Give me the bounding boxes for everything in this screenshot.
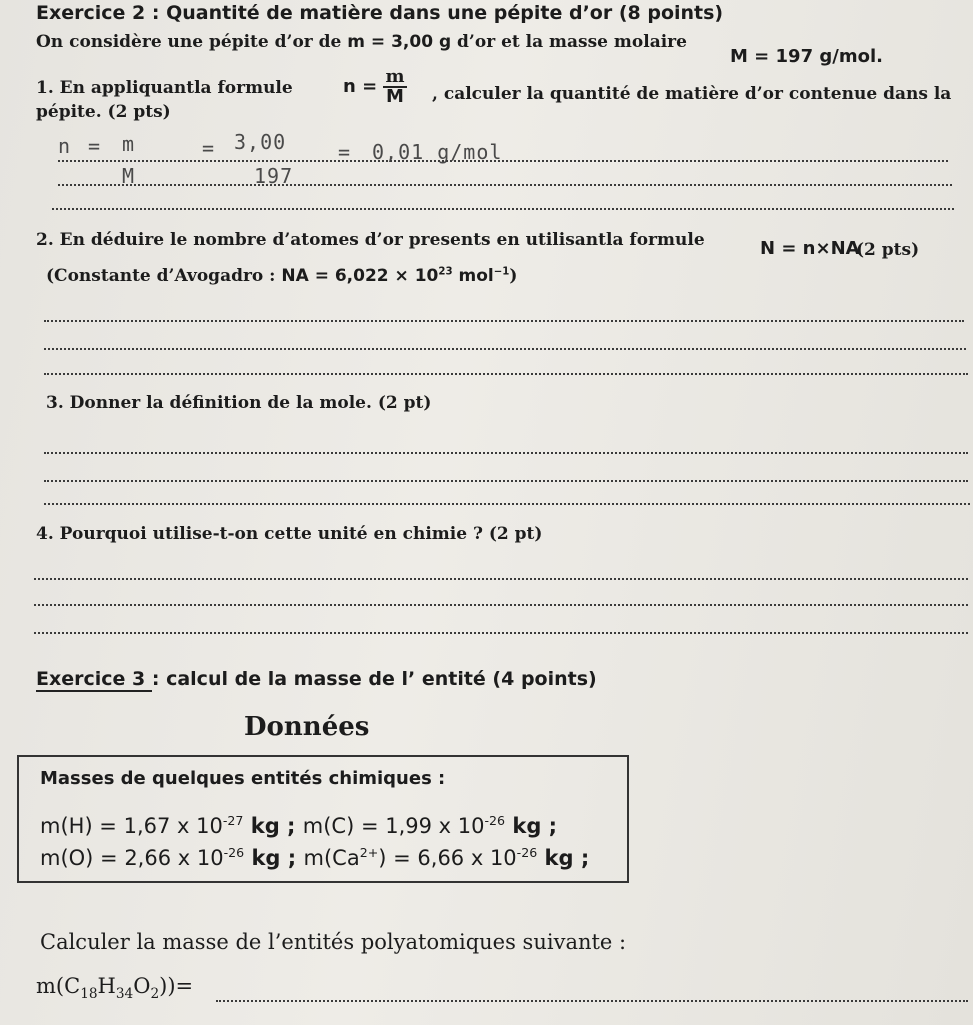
q1-answer-eq1: =	[88, 134, 102, 158]
formula-hydrogen-count: 34	[115, 986, 134, 1003]
calc-instruction: Calculer la masse de l’entités polyatomiques suivante :	[40, 930, 627, 954]
question-4	[36, 524, 542, 544]
q3-answer-line-1	[44, 452, 968, 454]
avogadro-label: (Constante d’Avogadro :	[46, 266, 282, 286]
formula-pre: m(C	[36, 974, 81, 998]
mass-calcium-ion-exponent: -26	[516, 845, 538, 860]
exercise-3-title	[36, 668, 597, 690]
q1-answer-line-2	[58, 184, 952, 186]
q1-answer-result: 0,01 g/mol	[372, 140, 503, 164]
intro-mass: m = 3,00 g	[347, 32, 452, 52]
q3-answer-line-2	[44, 480, 968, 482]
mass-calcium-ion-unit: kg ;	[537, 846, 590, 870]
q4-text: Pourquoi utilise-t-on cette unité en chimie ? (2 pt)	[59, 524, 543, 544]
mass-carbon-exponent: -26	[484, 813, 506, 828]
mass-calcium-ion: m(Ca	[303, 846, 360, 870]
q1-answer-eq2: =	[202, 136, 216, 160]
q1-answer-m: m	[122, 132, 136, 156]
q2-text: En déduire le nombre d’atomes d’or presents en utilisantla formule	[59, 230, 705, 250]
q1-text-b: , calculer la quantité de matière d’or contenue dans la	[432, 84, 952, 104]
avogadro-exponent: 23	[438, 266, 453, 278]
data-box-title: Masses de quelques entités chimiques :	[40, 768, 446, 789]
data-box-line-1	[40, 814, 557, 838]
q1-answer-molar-value: 197	[254, 164, 294, 188]
mass-hydrogen-unit: kg ;	[243, 814, 303, 838]
q3-answer-line-3	[44, 503, 970, 505]
mass-hydrogen-exponent: -27	[222, 813, 244, 828]
question-1	[36, 78, 293, 98]
q1-answer-line-1	[58, 160, 948, 162]
formula-carbon-count: 18	[80, 986, 98, 1003]
q2-answer-line-3	[44, 373, 968, 375]
q4-number: 4.	[36, 524, 54, 544]
q1-answer-line-3	[52, 208, 954, 210]
q1-formula-numerator: m	[385, 66, 405, 87]
mass-carbon: m(C) = 1,99 x 10	[302, 814, 485, 838]
q2-answer-line-2	[44, 348, 966, 350]
exercise-2-title: Exercice 2 : Quantité de matière dans une pépite d’or (8 points)	[36, 2, 724, 24]
q1-formula-fraction	[383, 68, 406, 106]
avogadro-unit-exponent: −1	[493, 266, 510, 278]
formula-post: ))=	[159, 974, 194, 998]
mass-oxygen: m(O) = 2,66 x 10	[40, 846, 224, 870]
intro-molar-mass: M = 197 g/mol.	[730, 46, 883, 67]
exercise-3-title-rest: : calcul de la masse de l’ entité (4 points)	[151, 668, 597, 690]
mass-carbon-unit: kg ;	[505, 814, 558, 838]
q4-answer-line-2	[34, 604, 968, 606]
q1-formula-denominator: M	[386, 86, 404, 107]
q4-answer-line-3	[34, 632, 968, 634]
mass-hydrogen: m(H) = 1,67 x 10	[40, 814, 223, 838]
q2-formula: N = n×NA	[760, 238, 860, 259]
mass-oxygen-exponent: -26	[223, 845, 245, 860]
q1-answer-n: n	[58, 134, 72, 158]
exercise-3-title-label: Exercice 3	[36, 668, 152, 690]
avogadro-constant	[46, 266, 517, 286]
question-3	[46, 393, 431, 413]
question-2	[36, 230, 705, 250]
formula-o: O	[133, 974, 151, 998]
q1-formula-lhs: n =	[343, 76, 378, 97]
intro-text-a: On considère une pépite d’or de	[36, 32, 348, 52]
donnees-heading: Données	[244, 712, 370, 742]
q1-formula	[343, 68, 407, 106]
mass-calcium-ion-value: ) = 6,66 x 10	[378, 846, 517, 870]
q2-number: 2.	[36, 230, 54, 250]
exercise-2-intro	[36, 32, 687, 52]
avogadro-unit: mol	[452, 266, 494, 286]
q1-text-a: En appliquantla formule	[59, 78, 293, 98]
calcium-ion-charge: 2+	[359, 845, 379, 860]
q3-text: Donner la définition de la mole. (2 pt)	[69, 393, 432, 413]
formula-answer-line	[216, 1000, 968, 1002]
q1-number: 1.	[36, 78, 54, 98]
q1-answer-mass-value: 3,00	[234, 130, 287, 154]
q3-number: 3.	[46, 393, 64, 413]
avogadro-close: )	[509, 266, 518, 286]
avogadro-value: NA = 6,022 × 10	[281, 266, 439, 286]
q1-text-c: pépite. (2 pts)	[36, 102, 171, 122]
q1-answer-eq3: =	[338, 140, 352, 164]
q2-answer-line-1	[44, 320, 964, 322]
mass-oxygen-unit: kg ;	[244, 846, 304, 870]
formula-h: H	[97, 974, 116, 998]
intro-text-b: d’or et la masse molaire	[451, 32, 687, 52]
formula-oxygen-count: 2	[150, 986, 160, 1003]
q2-points: (2 pts)	[856, 240, 920, 260]
data-box-line-2	[40, 846, 589, 870]
q1-answer-big-m: M	[122, 164, 136, 188]
q4-answer-line-1	[34, 578, 968, 580]
polyatomic-formula	[36, 974, 194, 1003]
